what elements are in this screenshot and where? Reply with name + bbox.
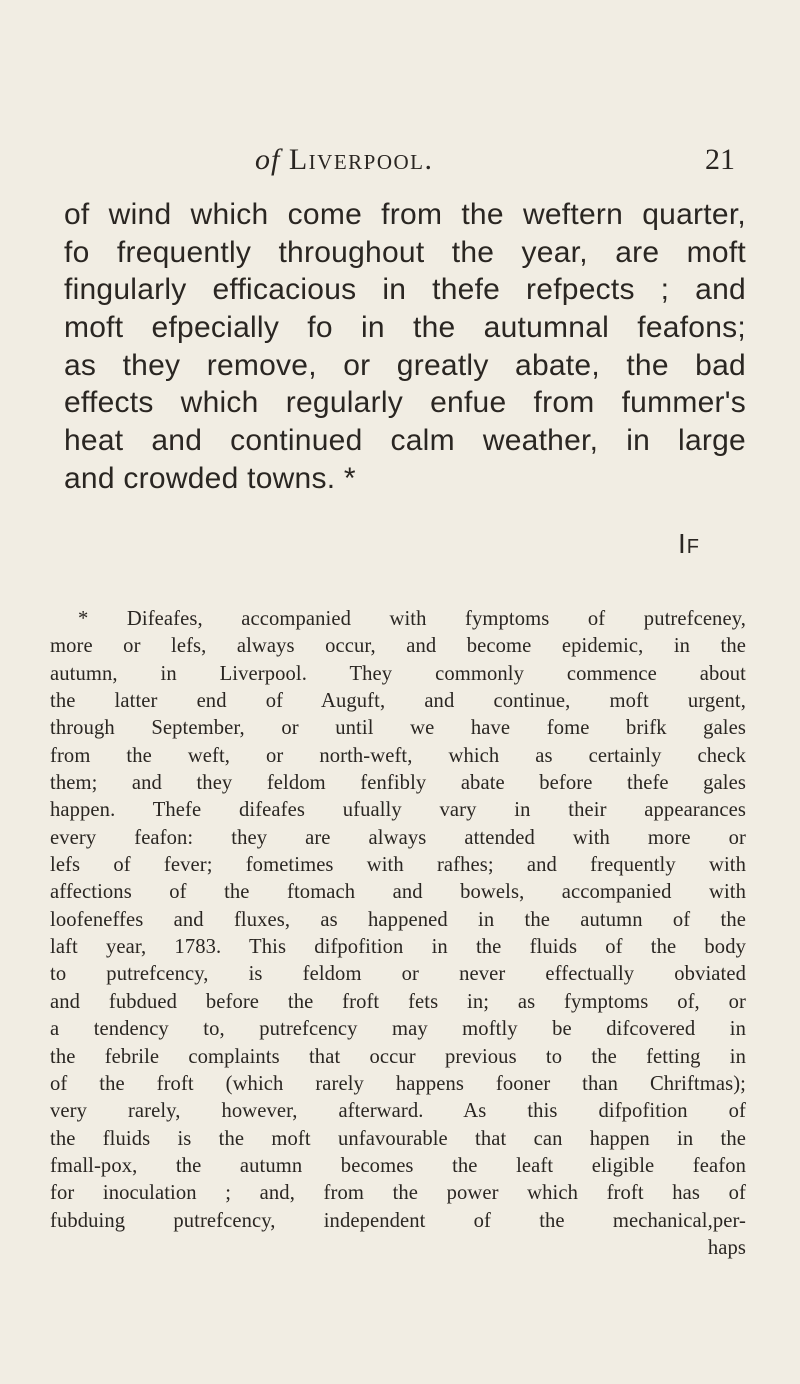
footnote-line: fubduing putrefcency, independent of the mechanical,per- <box>50 1209 746 1232</box>
running-title-prefix: of <box>255 143 281 176</box>
footnote-line: for inoculation ; and, from the power which froft has of <box>50 1182 746 1205</box>
footnote-line: from the weft, or north-weft, which as certainly check <box>50 744 746 767</box>
running-title-main: Liverpool. <box>288 143 434 176</box>
footnote-line: the fluids is the moft unfavourable that can happen in the <box>50 1127 746 1150</box>
footnote-line: through September, or until we have fome brifk gales <box>50 717 746 740</box>
page-number: 21 <box>705 143 735 176</box>
footnote-line: them; and they feldom fenfibly abate before thefe gales <box>50 772 746 795</box>
footnote-line: and fubdued before the froft fets in; as fymptoms of, or <box>50 990 746 1013</box>
footnote-line: * Difeafes, accompanied with fymptoms of putrefceney, <box>78 608 746 630</box>
text-line: moft efpecially fo in the autumnal feafons; <box>64 311 746 345</box>
running-header <box>255 143 735 193</box>
footnote-line: the febrile complaints that occur previous to the fetting in <box>50 1045 746 1068</box>
footnote-line: of the froft (which rarely happens fooner than Chriftmas); <box>50 1072 746 1095</box>
text-line: of wind which come from the weftern quarter, <box>64 198 746 231</box>
text-line: fingularly efficacious in thefe refpects ; and <box>64 273 746 307</box>
footnote-line: very rarely, however, afterward. As this difpofition of <box>50 1100 746 1123</box>
footnote-line: to putrefcency, is feldom or never effectually obviated <box>50 963 746 986</box>
footnote-line: loofeneffes and fluxes, as happened in the autumn of the <box>50 908 746 931</box>
main-text <box>64 196 746 498</box>
text-line: heat and continued calm weather, in large <box>64 424 746 458</box>
text-line: as they remove, or greatly abate, the bad <box>64 348 746 382</box>
footnote-line: the latter end of Auguft, and continue, moft urgent, <box>50 690 746 713</box>
footnote-line: more or lefs, always occur, and become epidemic, in the <box>50 635 746 658</box>
footnote-line: every feafon: they are always attended with more or <box>50 826 746 849</box>
text-line: fo frequently throughout the year, are moft <box>64 235 746 269</box>
footnote <box>50 606 746 1262</box>
text-line: and crowded towns. * <box>64 461 356 495</box>
running-title <box>255 143 434 177</box>
footnote-line: autumn, in Liverpool. They commonly commence about <box>50 662 746 685</box>
text-line: effects which regularly enfue from fummer's <box>64 386 746 420</box>
footnote-catchword: haps <box>707 1236 746 1259</box>
footnote-line: affections of the ftomach and bowels, accompanied with <box>50 881 746 904</box>
footnote-line: fmall-pox, the autumn becomes the leaft eligible feafon <box>50 1154 746 1177</box>
catchword: If <box>678 528 700 559</box>
footnote-line: a tendency to, putrefcency may moftly be difcovered in <box>50 1018 746 1041</box>
footnote-line: happen. Thefe difeafes ufually vary in their appearances <box>50 799 746 822</box>
footnote-line: lefs of fever; fometimes with rafhes; and frequently with <box>50 854 746 877</box>
footnote-line: laft year, 1783. This difpofition in the fluids of the body <box>50 936 746 959</box>
